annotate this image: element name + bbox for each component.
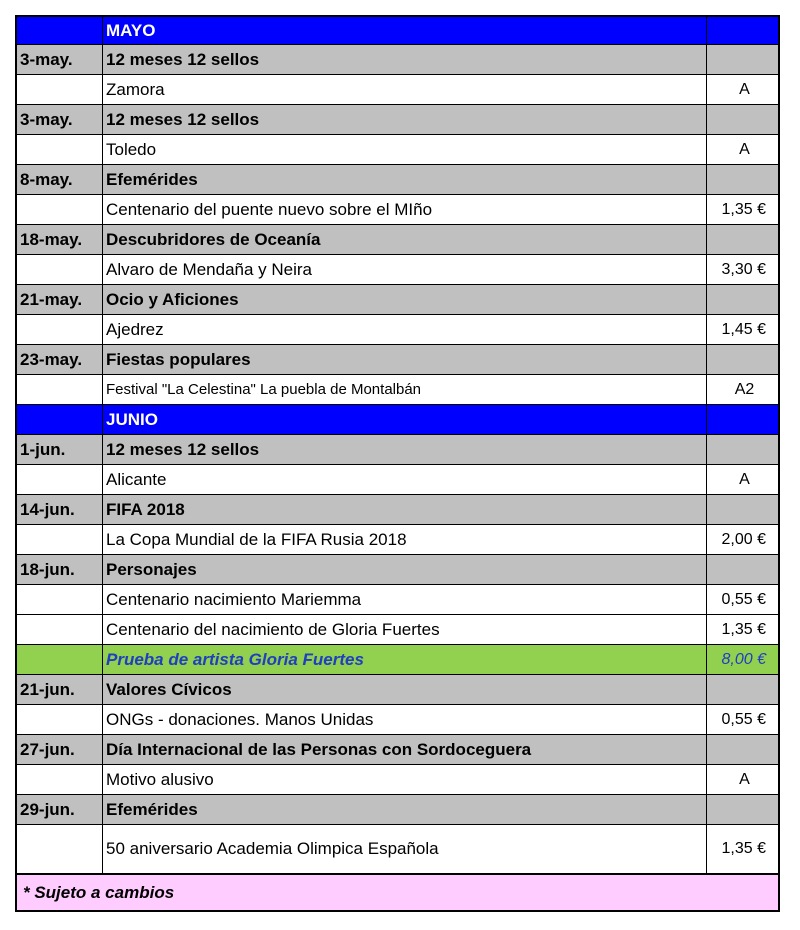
table-row: [17, 705, 778, 735]
face-value: A: [739, 470, 750, 488]
issue-date: [17, 765, 103, 794]
issue-date: [17, 135, 103, 164]
series-title: Personajes: [103, 555, 707, 584]
issue-date: 14-jun.: [17, 495, 103, 524]
issue-date: [17, 465, 103, 494]
face-value: [707, 795, 778, 824]
issue-date: [17, 585, 103, 614]
stamp-title: Motivo alusivo: [103, 765, 707, 794]
face-value: 8,00 €: [721, 650, 766, 668]
stamp-title: La Copa Mundial de la FIFA Rusia 2018: [103, 525, 707, 554]
issue-date: 29-jun.: [17, 795, 103, 824]
face-value: 2,00 €: [721, 530, 766, 548]
stamp-title: Toledo: [103, 135, 707, 164]
issue-date: 3-may.: [17, 105, 103, 134]
series-title: 12 meses 12 sellos: [103, 435, 707, 464]
face-value: 1,45 €: [721, 320, 766, 338]
issue-date: 21-may.: [17, 285, 103, 314]
series-title: Fiestas populares: [103, 345, 707, 374]
stamp-title: Prueba de artista Gloria Fuertes: [103, 645, 707, 674]
table-row: [17, 435, 778, 465]
face-value: [707, 345, 778, 374]
face-value: A: [739, 140, 750, 158]
table-row-highlight: [17, 645, 778, 675]
table-row: [17, 165, 778, 195]
issue-date: [17, 615, 103, 644]
issue-date: 21-jun.: [17, 675, 103, 704]
issue-date: 27-jun.: [17, 735, 103, 764]
series-title: Ocio y Aficiones: [103, 285, 707, 314]
table-row: [17, 765, 778, 795]
stamp-calendar-table: [15, 15, 780, 912]
table-row: [17, 555, 778, 585]
series-title: Efemérides: [103, 165, 707, 194]
series-title: 12 meses 12 sellos: [103, 105, 707, 134]
month-value-cell: [707, 17, 778, 44]
month-date-cell: [17, 17, 103, 44]
face-value: [707, 225, 778, 254]
face-value: [707, 165, 778, 194]
month-value-cell: [707, 405, 778, 434]
face-value: [707, 105, 778, 134]
table-row: [17, 315, 778, 345]
stamp-title: 50 aniversario Academia Olimpica Española: [103, 825, 707, 873]
table-row: [17, 735, 778, 765]
face-value: 0,55 €: [721, 710, 766, 728]
stamp-title: Centenario del puente nuevo sobre el MIño: [103, 195, 707, 224]
footnote: * Sujeto a cambios: [17, 875, 778, 910]
series-title: Valores Cívicos: [103, 675, 707, 704]
stamp-title: Alicante: [103, 465, 707, 494]
stamp-title: Centenario nacimiento Mariemma: [103, 585, 707, 614]
face-value: A: [739, 80, 750, 98]
table-row: [17, 45, 778, 75]
table-row: [17, 495, 778, 525]
table-row: [17, 585, 778, 615]
table-row: [17, 795, 778, 825]
table-row: [17, 255, 778, 285]
month-header-mayo: [17, 17, 778, 45]
issue-date: 18-may.: [17, 225, 103, 254]
month-header-junio: [17, 405, 778, 435]
face-value: [707, 285, 778, 314]
issue-date: [17, 525, 103, 554]
issue-date: [17, 255, 103, 284]
face-value: 0,55 €: [721, 590, 766, 608]
face-value: [707, 495, 778, 524]
face-value: A2: [734, 380, 755, 398]
series-title: FIFA 2018: [103, 495, 707, 524]
month-name: JUNIO: [103, 405, 707, 434]
face-value: 1,35 €: [721, 200, 766, 218]
issue-date: 23-may.: [17, 345, 103, 374]
face-value: [707, 675, 778, 704]
table-row: [17, 195, 778, 225]
issue-date: [17, 645, 103, 674]
stamp-title: Alvaro de Mendaña y Neira: [103, 255, 707, 284]
table-row: [17, 225, 778, 255]
stamp-title: Festival "La Celestina" La puebla de Montalbán: [103, 375, 707, 404]
series-title: Día Internacional de las Personas con Sordoceguera: [103, 735, 707, 764]
issue-date: 1-jun.: [17, 435, 103, 464]
issue-date: [17, 195, 103, 224]
face-value: [707, 45, 778, 74]
table-row: [17, 615, 778, 645]
face-value: A: [739, 770, 750, 788]
issue-date: [17, 75, 103, 104]
face-value: [707, 555, 778, 584]
stamp-title: Ajedrez: [103, 315, 707, 344]
series-title: Descubridores de Oceanía: [103, 225, 707, 254]
face-value: 1,35 €: [721, 840, 766, 857]
table-row: [17, 525, 778, 555]
table-row: [17, 75, 778, 105]
issue-date: [17, 705, 103, 734]
month-date-cell: [17, 405, 103, 434]
issue-date: 3-may.: [17, 45, 103, 74]
table-row: [17, 105, 778, 135]
stamp-title: Zamora: [103, 75, 707, 104]
table-row: [17, 465, 778, 495]
issue-date: [17, 375, 103, 404]
face-value: 3,30 €: [721, 260, 766, 278]
face-value: [707, 435, 778, 464]
table-row: [17, 345, 778, 375]
stamp-title: ONGs - donaciones. Manos Unidas: [103, 705, 707, 734]
series-title: 12 meses 12 sellos: [103, 45, 707, 74]
issue-date: [17, 315, 103, 344]
table-row: [17, 375, 778, 405]
series-title: Efemérides: [103, 795, 707, 824]
table-row: [17, 285, 778, 315]
table-row: [17, 675, 778, 705]
stamp-title: Centenario del nacimiento de Gloria Fuertes: [103, 615, 707, 644]
table-row: [17, 135, 778, 165]
table-row: [17, 825, 778, 875]
month-name: MAYO: [103, 17, 707, 44]
issue-date: [17, 825, 103, 873]
face-value: 1,35 €: [721, 620, 766, 638]
issue-date: 18-jun.: [17, 555, 103, 584]
issue-date: 8-may.: [17, 165, 103, 194]
face-value: [707, 735, 778, 764]
